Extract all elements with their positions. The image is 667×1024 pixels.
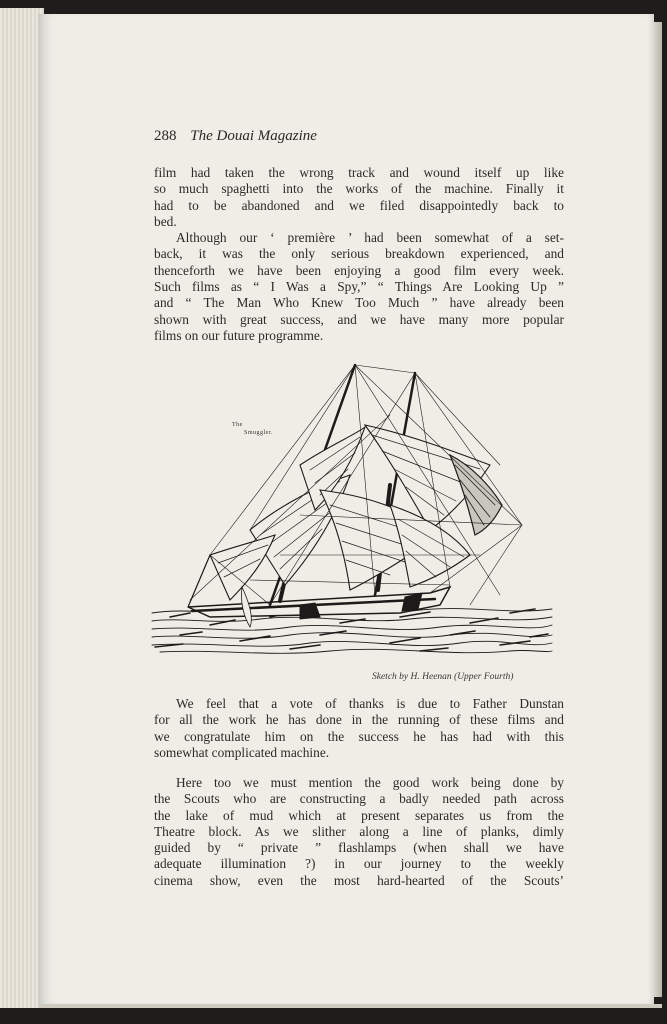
- paragraph-thanks: [154, 696, 564, 761]
- text-line: guided by “ private ” flashlamps (when shall we have: [154, 840, 564, 856]
- sketch-title-line: Smuggler.: [244, 430, 274, 436]
- paragraph-continuation: [154, 165, 564, 230]
- text-block-scouts: [154, 775, 564, 889]
- text-line: adequate illumination ?) in our journey to the weekly: [154, 856, 564, 872]
- text-line: back, it was the only serious breakdown experienced, and: [154, 246, 564, 262]
- text-line: Theatre block. As we slither along a line of planks, dimly: [154, 823, 564, 839]
- text-line: the Scouts who are constructing a badly needed path across: [154, 791, 564, 807]
- text-line: thenceforth we have been enjoying a good film every week.: [154, 262, 564, 278]
- figure-caption: Sketch by H. Heenan (Upper Fourth): [372, 672, 514, 682]
- page-number: 288: [154, 128, 177, 144]
- text-block-top: [154, 165, 564, 344]
- text-line: so much spaghetti into the works of the machine. Finally it: [154, 181, 564, 197]
- paragraph-scouts: [154, 775, 564, 889]
- text-line: Although our ‘ première ’ had been somewhat of a set-: [176, 230, 564, 246]
- text-line: films on our future programme.: [154, 327, 324, 343]
- ship-sketch-illustration: [150, 355, 556, 665]
- page-bottom-edge: [38, 1004, 662, 1008]
- sketch-title-line: The: [232, 422, 243, 428]
- paragraph-premiere: [154, 230, 564, 344]
- text-line: somewhat complicated machine.: [154, 744, 330, 760]
- text-line: for all the work he has done in the running of these films and: [154, 712, 564, 728]
- page-right-edge: [654, 22, 662, 997]
- sketch-title-label: [232, 421, 273, 437]
- text-line: Such films as “ I Was a Spy,” “ Things Are Looking Up ”: [154, 279, 564, 295]
- text-line: we congratulate him on the success he has had with this: [154, 728, 564, 744]
- text-line: and “ The Man Who Knew Too Much ” have already been: [154, 295, 564, 311]
- text-line: the lake of mud which at present separates us from the: [154, 807, 564, 823]
- text-line: had to be abandoned and we filed disappointedly back to: [154, 197, 564, 213]
- text-line: cinema show, even the most hard-hearted of the Scouts’: [154, 872, 564, 888]
- magazine-title: The Douai Magazine: [190, 128, 317, 144]
- text-line: film had taken the wrong track and wound itself up like: [154, 165, 564, 180]
- text-line: bed.: [154, 213, 177, 229]
- running-head: [154, 128, 564, 145]
- text-line: shown with great success, and we have many more popular: [154, 311, 564, 327]
- text-block-thanks: [154, 696, 564, 761]
- text-line: Here too we must mention the good work being done by: [176, 775, 564, 790]
- text-line: We feel that a vote of thanks is due to Father Dunstan: [176, 696, 564, 711]
